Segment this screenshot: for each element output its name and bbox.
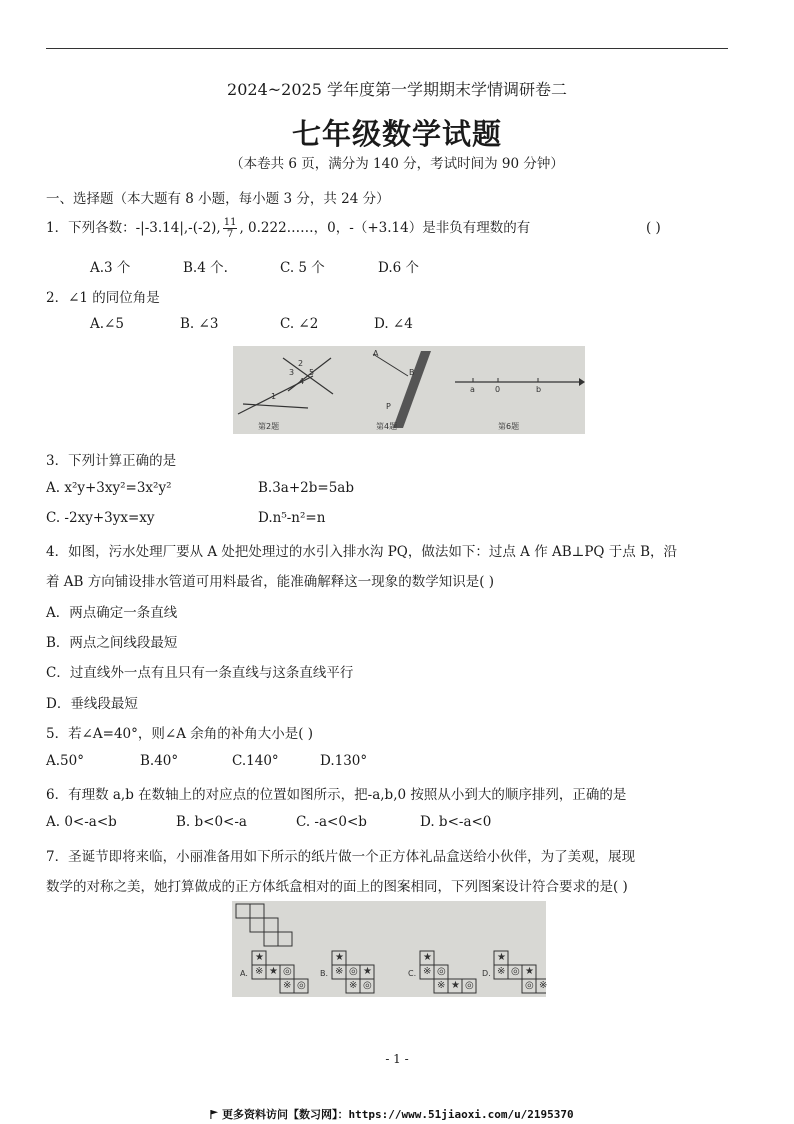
q6-option-a: A. 0<-a<b	[46, 814, 117, 830]
fig6-caption: 第6题	[498, 422, 520, 431]
q1-answer-bracket: ( )	[646, 220, 661, 236]
q5-option-a: A.50°	[46, 753, 84, 769]
circle-icon: ◎	[525, 980, 534, 991]
star-icon: ★	[423, 952, 432, 963]
figure-q7-cube-nets	[232, 901, 546, 997]
fig6-label-b: b	[536, 385, 542, 394]
cross-icon: ※	[539, 980, 548, 991]
flag-icon	[210, 1110, 219, 1119]
q6-option-d: D. b<-a<0	[420, 814, 492, 830]
circle-icon: ◎	[465, 980, 474, 991]
q5-option-b: B.40°	[140, 753, 179, 769]
cross-icon: ※	[335, 966, 344, 977]
q1-stem-a: 1．下列各数：-|-3.14|,-(-2),	[46, 220, 221, 236]
net-d-label: D.	[482, 969, 491, 978]
cross-icon: ※	[437, 980, 446, 991]
cross-icon: ※	[283, 980, 292, 991]
fig2-caption: 第2题	[258, 422, 280, 431]
figures-drawing	[233, 346, 585, 434]
q6-option-b: B. b<0<-a	[176, 814, 247, 830]
q6-option-c: C. -a<0<b	[296, 814, 367, 830]
question-4-line2: 着 AB 方向铺设排水管道可用料最省，能准确解释这一现象的数学知识是( )	[46, 574, 495, 590]
fig2-label-1: 1	[271, 392, 277, 401]
star-icon: ★	[363, 966, 372, 977]
question-7-line2: 数学的对称之美，她打算做成的正方体纸盒相对的面上的图案相同，下列图案设计符合要求的是( )	[46, 879, 628, 895]
q1-fraction	[223, 217, 238, 240]
q1-frac-num: 11	[223, 217, 237, 228]
page-number: - 1 -	[385, 1052, 409, 1066]
star-icon: ★	[269, 966, 278, 977]
cross-icon: ※	[423, 966, 432, 977]
circle-icon: ◎	[297, 980, 306, 991]
net-c-label: C.	[408, 969, 417, 978]
exam-title: 七年级数学试题	[291, 117, 502, 151]
q1-option-a: A.3 个	[90, 260, 131, 276]
q5-option-d: D.130°	[320, 753, 368, 769]
circle-icon: ◎	[349, 966, 358, 977]
figures-q2-q4-q6	[233, 346, 585, 434]
footer-text: 更多资料访问【数习网】：https://www.51jiaoxi.com/u/2195370	[222, 1108, 574, 1121]
q4-option-a: A．两点确定一条直线	[46, 605, 178, 621]
fig6-label-0: 0	[495, 385, 501, 394]
star-icon: ★	[335, 952, 344, 963]
fig2-label-5: 5	[309, 368, 315, 377]
fig2-label-3: 3	[289, 368, 295, 377]
cross-icon: ※	[497, 966, 506, 977]
section-heading: 一、选择题（本大题有 8 小题，每小题 3 分，共 24 分）	[46, 191, 390, 207]
question-1	[46, 216, 530, 240]
circle-icon: ◎	[363, 980, 372, 991]
net-a-label: A.	[240, 969, 248, 978]
question-7-line1: 7．圣诞节即将来临，小丽准备用如下所示的纸片做一个正方体礼品盒送给小伙伴，为了美观，展现	[46, 849, 636, 865]
question-4-line1: 4．如图，污水处理厂要从 A 处把处理过的水引入排水沟 PQ，做法如下：过点 A 作 AB⊥PQ 于点 B，沿	[46, 544, 678, 560]
q4-option-d: D．垂线段最短	[46, 696, 138, 712]
q2-option-c: C. ∠2	[280, 316, 319, 332]
fig2-label-4: 4	[299, 377, 305, 386]
q1-option-b: B.4 个.	[183, 260, 228, 276]
q4-option-c: C．过直线外一点有且只有一条直线与这条直线平行	[46, 665, 354, 681]
circle-icon: ◎	[511, 966, 520, 977]
q1-option-c: C. 5 个	[280, 260, 325, 276]
question-5: 5．若∠A=40°，则∠A 余角的补角大小是( )	[46, 726, 314, 742]
fig6-label-a: a	[470, 385, 475, 394]
q1-frac-den: 7	[226, 229, 234, 240]
star-icon: ★	[451, 980, 460, 991]
q4-option-b: B．两点之间线段最短	[46, 635, 178, 651]
q3-option-d: D.n⁵-n²=n	[258, 510, 326, 526]
question-2: 2．∠1 的同位角是	[46, 290, 160, 306]
q3-option-c: C. -2xy+3yx=xy	[46, 510, 155, 526]
cube-net-drawing	[232, 901, 546, 997]
fig4-caption: 第4题	[376, 422, 398, 431]
star-icon: ★	[525, 966, 534, 977]
q1-stem-b: , 0.222……，0，-（+3.14）是非负有理数的有	[239, 220, 531, 236]
q3-option-a: A. x²y+3xy²=3x²y²	[46, 480, 172, 496]
exam-subtitle: 2024~2025 学年度第一学期期末学情调研卷二	[227, 80, 567, 99]
fig4-label-b: B	[409, 368, 415, 377]
q2-option-d: D. ∠4	[374, 316, 413, 332]
star-icon: ★	[497, 952, 506, 963]
net-b-label: B.	[320, 969, 329, 978]
q5-option-c: C.140°	[232, 753, 279, 769]
circle-icon: ◎	[283, 966, 292, 977]
q2-option-b: B. ∠3	[180, 316, 219, 332]
fig4-label-a: A	[373, 349, 379, 358]
question-3: 3．下列计算正确的是	[46, 453, 177, 469]
q3-option-b: B.3a+2b=5ab	[258, 480, 354, 496]
cross-icon: ※	[349, 980, 358, 991]
top-rule	[46, 48, 728, 49]
q1-option-d: D.6 个	[378, 260, 420, 276]
fig4-label-p: P	[386, 402, 391, 411]
question-6: 6．有理数 a,b 在数轴上的对应点的位置如图所示，把-a,b,0 按照从小到大的顺序排列，正确的是	[46, 787, 627, 803]
cross-icon: ※	[255, 966, 264, 977]
q2-option-a: A.∠5	[90, 316, 124, 332]
footer-link[interactable]	[210, 1106, 574, 1122]
exam-info: （本卷共 6 页，满分为 140 分，考试时间为 90 分钟）	[230, 156, 564, 172]
circle-icon: ◎	[437, 966, 446, 977]
fig2-label-2: 2	[298, 359, 304, 368]
star-icon: ★	[255, 952, 264, 963]
